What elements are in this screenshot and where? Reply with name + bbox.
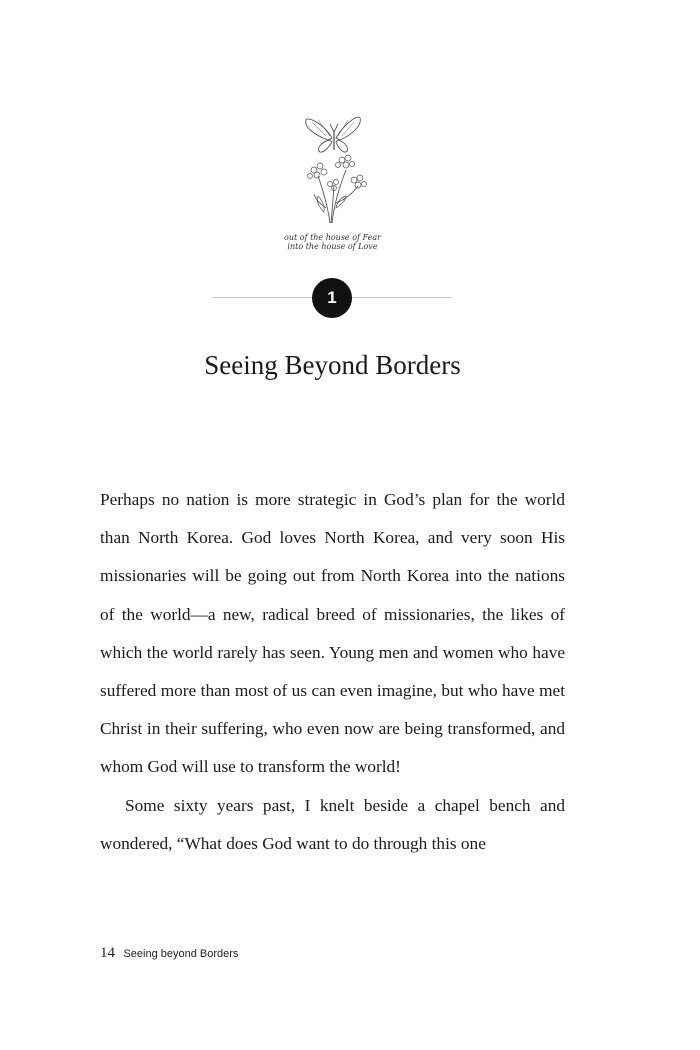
- paragraph: Perhaps no nation is more strategic in God’s plan for the world than North Korea. God loves North Korea, and very soon His missionaries will be going out from North Korea into the nations of the world—a new, radical breed of missionaries, the likes of which the world rarely has seen. Young men and women who have suffered more than most of us can even imagine, but who have met Christ in their suffering, who even now are being transformed, and whom God will use to transform the world!: [100, 490, 565, 777]
- paragraph: Some sixty years past, I knelt beside a chapel bench and wondered, “What does God want to do through this one: [100, 795, 565, 853]
- ornament-motto: [250, 233, 415, 251]
- butterfly-flowers-icon: [290, 108, 380, 230]
- chapter-title: Seeing Beyond Borders: [204, 350, 461, 380]
- chapter-rule-left: [212, 297, 314, 298]
- motto-line-2: into the house of Love: [287, 242, 378, 251]
- running-title: Seeing beyond Borders: [123, 948, 239, 960]
- chapter-number-badge: 1: [312, 278, 352, 318]
- body-text: [100, 481, 565, 863]
- page-footer: [100, 944, 238, 962]
- page-number: 14: [100, 945, 115, 961]
- chapter-rule-right: [350, 297, 452, 298]
- motto-line-1: out of the house of Fear: [284, 233, 381, 242]
